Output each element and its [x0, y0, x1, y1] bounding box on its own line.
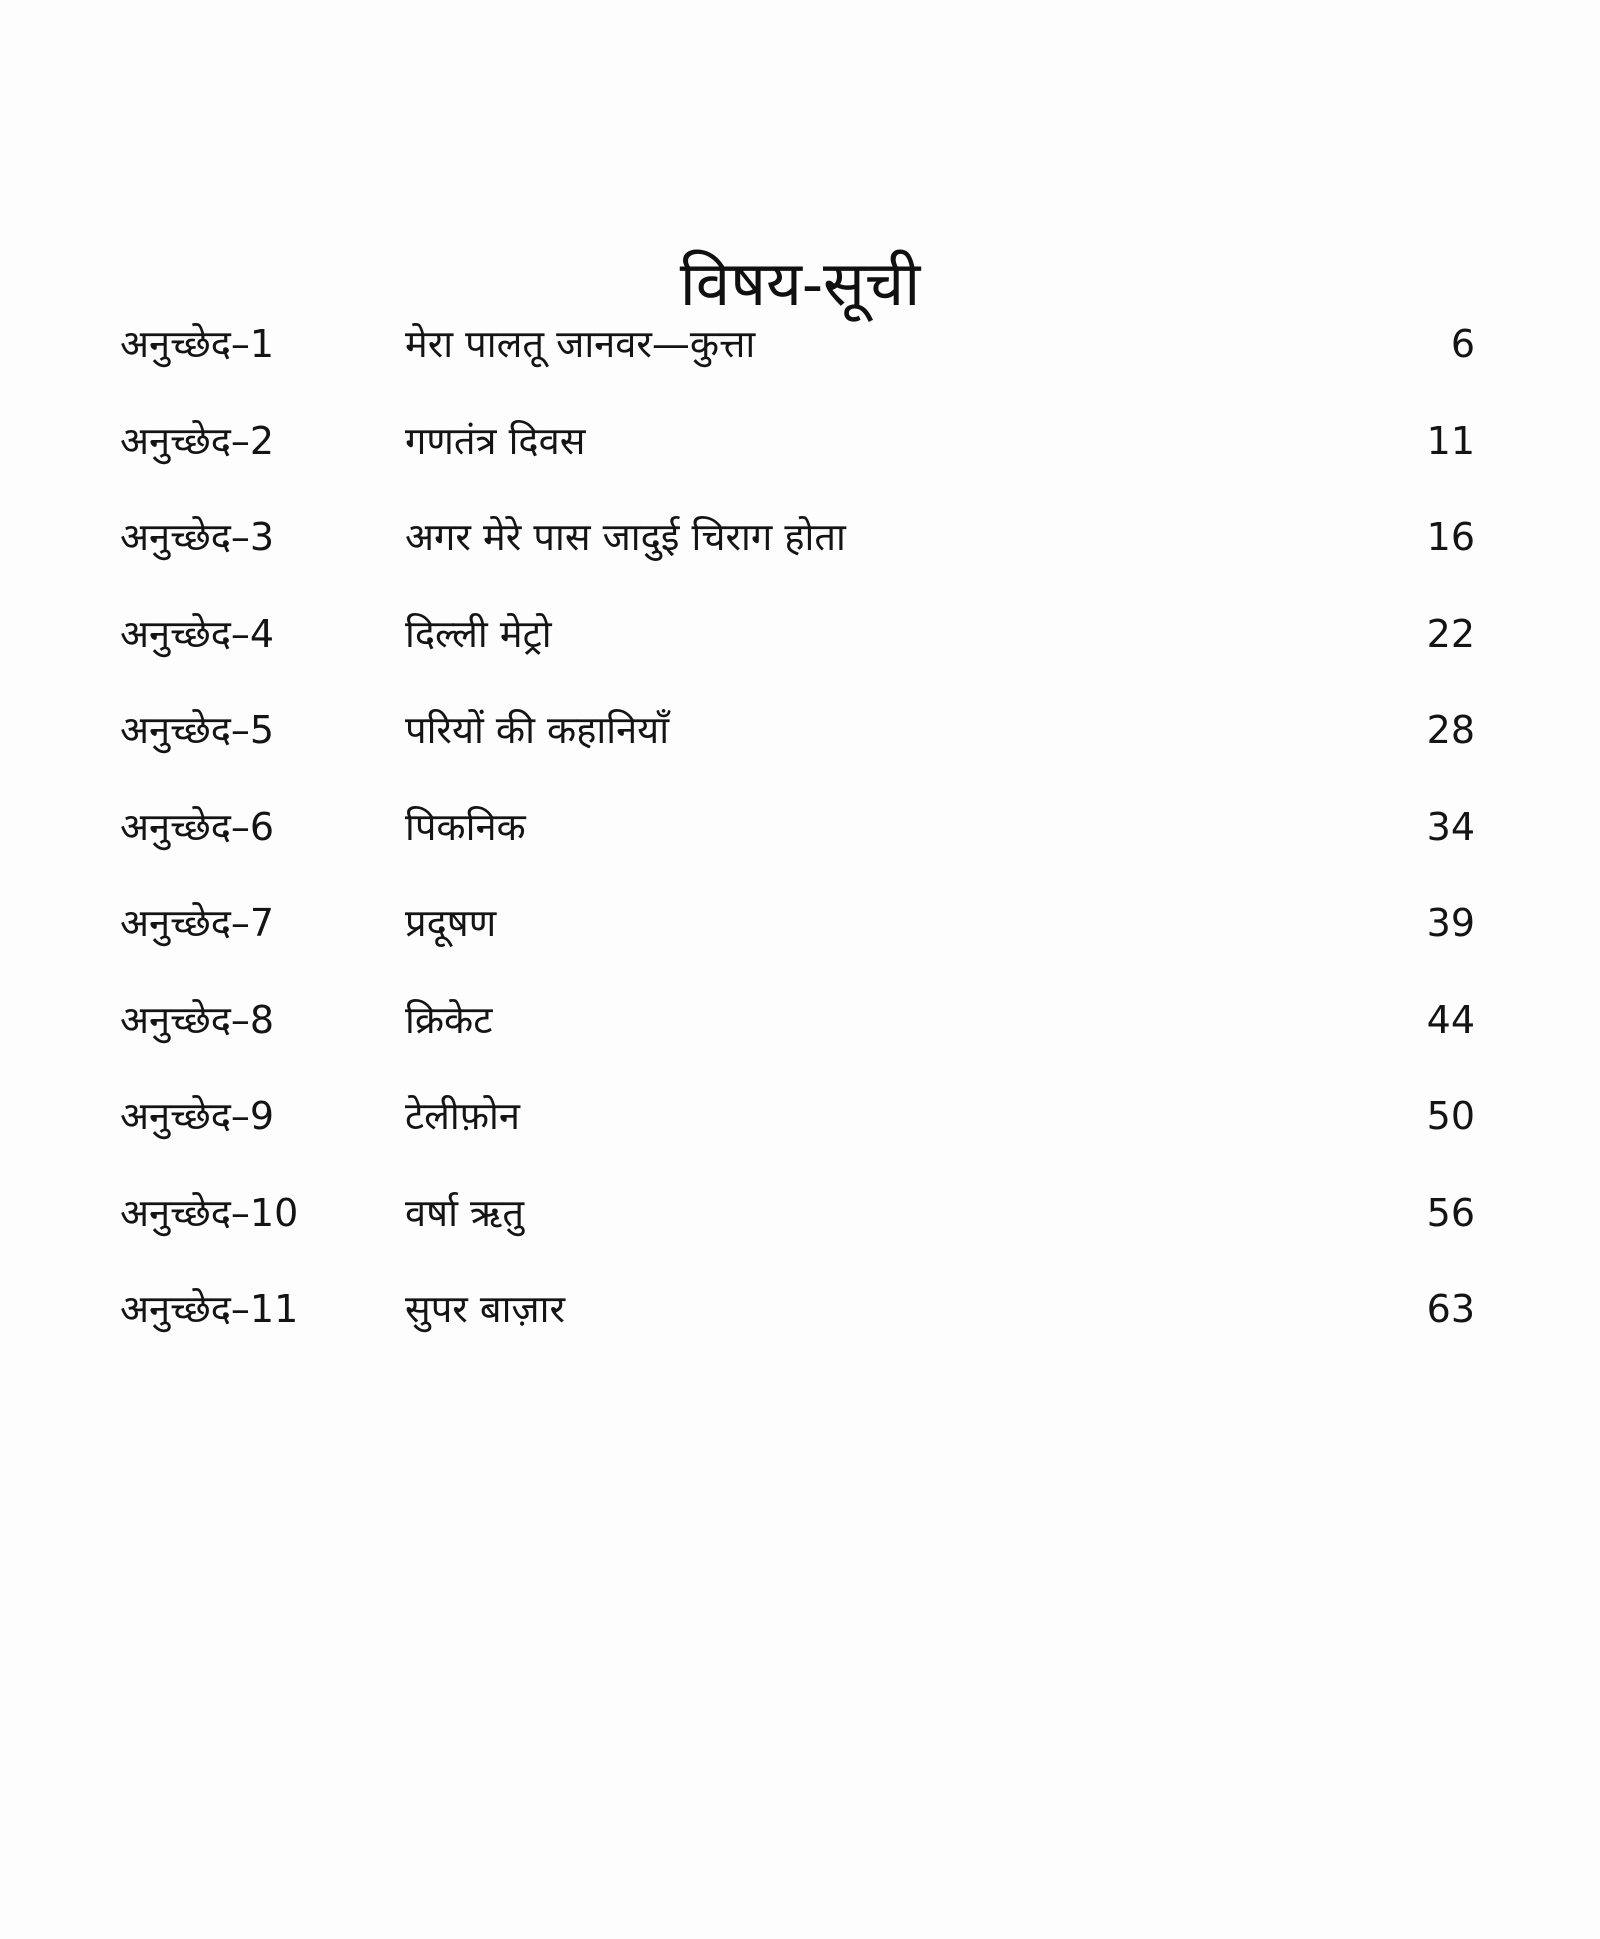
chapter-page-number: 50 [1426, 1094, 1475, 1138]
chapter-page-number: 44 [1426, 997, 1475, 1042]
chapter-label: अनुच्छेद–11 [120, 1287, 299, 1331]
chapter-title: दिल्ली मेट्रो [405, 611, 552, 656]
chapter-label: अनुच्छेद–10 [120, 1190, 299, 1235]
chapter-page-number: 39 [1426, 901, 1475, 945]
chapter-title: क्रिकेट [405, 997, 493, 1042]
contents-row [120, 704, 1475, 801]
contents-list [120, 318, 1475, 1380]
contents-row [120, 1187, 1475, 1284]
contents-row [120, 511, 1475, 608]
chapter-label: अनुच्छेद–4 [120, 611, 275, 656]
chapter-title: मेरा पालतू जानवर—कुत्ता [405, 322, 756, 366]
chapter-label: अनुच्छेद–5 [120, 708, 275, 752]
chapter-page-number: 63 [1426, 1287, 1475, 1331]
chapter-page-number: 16 [1426, 515, 1475, 559]
chapter-label: अनुच्छेद–3 [120, 515, 275, 559]
chapter-title: परियों की कहानियाँ [405, 708, 670, 752]
chapter-label: अनुच्छेद–7 [120, 901, 275, 945]
contents-row [120, 1090, 1475, 1187]
chapter-label: अनुच्छेद–6 [120, 804, 275, 849]
chapter-title: पिकनिक [405, 804, 526, 849]
contents-row [120, 801, 1475, 898]
chapter-page-number: 11 [1426, 418, 1475, 463]
chapter-title: टेलीफ़ोन [405, 1094, 520, 1138]
contents-row [120, 318, 1475, 415]
chapter-title: सुपर बाज़ार [405, 1287, 566, 1331]
chapter-label: अनुच्छेद–2 [120, 418, 275, 463]
chapter-label: अनुच्छेद–9 [120, 1094, 275, 1138]
chapter-label: अनुच्छेद–8 [120, 997, 275, 1042]
chapter-title: अगर मेरे पास जादुई चिराग होता [405, 515, 846, 559]
contents-row [120, 897, 1475, 994]
page-title: विषय-सूची [679, 246, 921, 320]
chapter-page-number: 28 [1426, 708, 1475, 752]
chapter-title: प्रदूषण [405, 901, 497, 945]
contents-row [120, 415, 1475, 512]
chapter-page-number: 22 [1426, 611, 1475, 656]
chapter-page-number: 56 [1426, 1190, 1475, 1235]
contents-row [120, 608, 1475, 705]
chapter-title: वर्षा ऋतु [405, 1190, 525, 1235]
contents-row [120, 994, 1475, 1091]
contents-row [120, 1283, 1475, 1380]
chapter-page-number: 6 [1450, 322, 1475, 366]
chapter-page-number: 34 [1426, 804, 1475, 849]
chapter-title: गणतंत्र दिवस [405, 418, 586, 463]
chapter-label: अनुच्छेद–1 [120, 322, 275, 366]
